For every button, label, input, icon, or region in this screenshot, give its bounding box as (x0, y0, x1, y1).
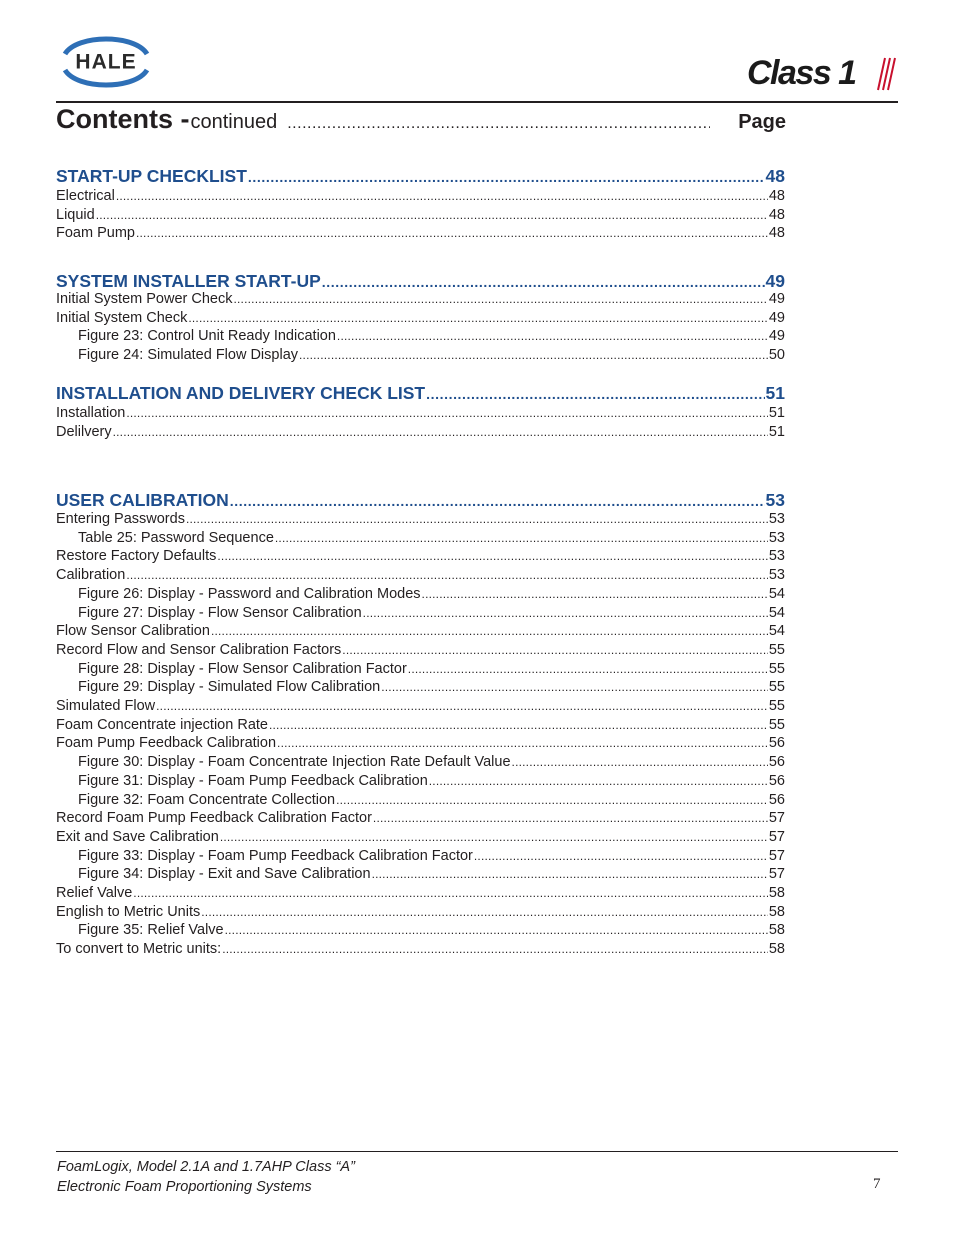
entry-page-number: 53 (768, 529, 785, 546)
leader-dots (512, 753, 768, 771)
entry-page-number: 58 (768, 941, 785, 958)
toc-subentry[interactable] (78, 585, 785, 603)
entry-label: Record Flow and Sensor Calibration Factors (56, 641, 342, 658)
entry-page-number: 54 (768, 604, 785, 621)
leader-dots (136, 224, 768, 242)
entry-label: Figure 27: Display - Flow Sensor Calibration (78, 604, 362, 621)
hale-logo-text: HALE (75, 50, 137, 74)
entry-label: Figure 33: Display - Foam Pump Feedback Calibration Factor (78, 847, 473, 864)
entry-label: Figure 23: Control Unit Ready Indication (78, 328, 336, 345)
entry-label: Simulated Flow (56, 698, 156, 714)
leader-dots (474, 847, 768, 865)
toc-section-heading[interactable] (56, 489, 785, 511)
leader-dots (211, 622, 768, 640)
toc-entry[interactable] (56, 940, 785, 958)
toc-section-heading[interactable] (56, 165, 785, 187)
leader-dots (233, 290, 767, 308)
entry-label: Figure 29: Display - Simulated Flow Calibration (78, 679, 381, 696)
section-title: START-UP CHECKLIST (56, 166, 247, 186)
entry-page-number: 49 (768, 328, 785, 345)
entry-page-number: 50 (768, 347, 785, 364)
entry-page-number: 57 (768, 866, 785, 883)
toc-entry[interactable] (56, 734, 785, 752)
toc-entry[interactable] (56, 809, 785, 827)
leader-dots (96, 206, 768, 224)
entry-page-number: 54 (768, 585, 785, 602)
toc-entry[interactable] (56, 547, 785, 565)
leader-dots (126, 566, 768, 584)
toc-section-heading[interactable] (56, 382, 785, 404)
entry-label: Electrical (56, 188, 115, 204)
leader-dots (422, 585, 768, 603)
toc-entry[interactable] (56, 423, 785, 441)
section-title: USER CALIBRATION (56, 490, 229, 510)
leader-dots (222, 940, 768, 958)
leader-dots (230, 490, 765, 512)
toc-subentry[interactable] (78, 604, 785, 622)
section-page-number: 48 (765, 166, 785, 186)
section-page-number: 49 (765, 271, 785, 291)
entry-label: Exit and Save Calibration (56, 828, 219, 845)
entry-label: Figure 28: Display - Flow Sensor Calibration Factor (78, 660, 407, 677)
entry-page-number: 49 (768, 309, 785, 326)
contents-subheading: continued (190, 111, 278, 133)
footer-rule (56, 1151, 898, 1152)
leader-dots (426, 383, 764, 405)
leader-dots (186, 510, 768, 528)
entry-page-number: 56 (768, 735, 785, 752)
entry-page-number: 49 (768, 291, 785, 307)
entry-label: Table 25: Password Sequence (78, 529, 274, 546)
entry-label: Initial System Power Check (56, 291, 233, 307)
section-title: INSTALLATION AND DELIVERY CHECK LIST (56, 383, 426, 403)
leader-dots (299, 346, 768, 364)
entry-page-number: 51 (768, 423, 785, 440)
entry-label: Relief Valve (56, 885, 133, 901)
leader-dots (217, 547, 767, 565)
entry-page-number: 58 (768, 885, 785, 901)
entry-page-number: 56 (768, 754, 785, 771)
contents-heading: Contents - (56, 104, 190, 134)
entry-page-number: 55 (768, 660, 785, 677)
entry-label: Calibration (56, 567, 126, 584)
toc-entry[interactable] (56, 290, 785, 308)
toc-entry[interactable] (56, 510, 785, 528)
entry-page-number: 55 (768, 716, 785, 733)
toc-entry[interactable] (56, 641, 785, 659)
toc-entry[interactable] (56, 622, 785, 640)
toc-subentry[interactable] (78, 921, 785, 939)
entry-label: Initial System Check (56, 309, 188, 326)
entry-label: Entering Passwords (56, 511, 185, 527)
toc-subentry[interactable] (78, 678, 785, 696)
entry-label: Restore Factory Defaults (56, 548, 217, 565)
entry-page-number: 57 (768, 828, 785, 845)
leader-dots (113, 423, 768, 441)
entry-page-number: 55 (768, 679, 785, 696)
leader-dots (408, 660, 768, 678)
page-number: 7 (873, 1176, 881, 1192)
leader-dots (277, 734, 768, 752)
toc-entry[interactable] (56, 697, 785, 715)
entry-page-number: 53 (768, 548, 785, 565)
toc-entry[interactable] (56, 903, 785, 921)
entry-page-number: 55 (768, 641, 785, 658)
toc-entry[interactable] (56, 224, 785, 242)
leader-dots (126, 404, 768, 422)
leader-dots (133, 884, 768, 902)
entry-label: Figure 35: Relief Valve (78, 922, 224, 939)
entry-page-number: 48 (768, 206, 785, 223)
leader-dots (337, 327, 768, 345)
entry-page-number: 53 (768, 511, 785, 527)
entry-label: To convert to Metric units: (56, 941, 222, 958)
toc-subentry[interactable] (78, 753, 785, 771)
toc-entry[interactable] (56, 828, 785, 846)
leader-dots (116, 187, 768, 205)
toc-subentry[interactable] (78, 865, 785, 883)
toc-subentry[interactable] (78, 660, 785, 678)
entry-label: Record Foam Pump Feedback Calibration Factor (56, 810, 372, 827)
entry-label: Figure 30: Display - Foam Concentrate Injection Rate Default Value (78, 754, 511, 771)
entry-page-number: 56 (768, 791, 785, 808)
entry-page-number: 58 (768, 922, 785, 939)
leader-dots (248, 166, 765, 188)
entry-label: Foam Pump Feedback Calibration (56, 735, 277, 752)
entry-page-number: 51 (768, 405, 785, 421)
entry-label: English to Metric Units (56, 903, 201, 920)
toc-subentry[interactable] (78, 847, 785, 865)
leader-dots (336, 791, 768, 809)
toc-entry[interactable] (56, 187, 785, 205)
entry-page-number: 57 (768, 847, 785, 864)
leader-dots (156, 697, 768, 715)
entry-page-number: 58 (768, 903, 785, 920)
entry-page-number: 53 (768, 567, 785, 584)
entry-label: Installation (56, 405, 126, 421)
entry-label: Foam Concentrate injection Rate (56, 716, 268, 733)
leader-dots (372, 865, 768, 883)
entry-page-number: 56 (768, 772, 785, 789)
leader-dots (275, 529, 768, 547)
leader-dots (220, 828, 768, 846)
footer-line-2: Electronic Foam Proportioning Systems (57, 1178, 312, 1195)
entry-label: Figure 32: Foam Concentrate Collection (78, 791, 336, 808)
class1-logo (745, 52, 900, 92)
toc-subentry[interactable] (78, 346, 785, 364)
toc-subentry[interactable] (78, 529, 785, 547)
entry-page-number: 48 (768, 188, 785, 204)
contents-title (56, 104, 786, 140)
class1-logo-text: Class 1 (747, 54, 856, 92)
toc-subentry[interactable] (78, 327, 785, 345)
entry-label: Figure 24: Simulated Flow Display (78, 347, 299, 364)
toc-section-heading[interactable] (56, 270, 785, 292)
leader-dots (381, 678, 768, 696)
leader-dots (363, 604, 768, 622)
toc-entry[interactable] (56, 884, 785, 902)
footer-text (57, 1158, 355, 1197)
page-column-label: Page (738, 111, 786, 133)
leader-dots (287, 115, 710, 133)
entry-label: Liquid (56, 206, 95, 223)
section-title: SYSTEM INSTALLER START-UP (56, 271, 321, 291)
toc-entry[interactable] (56, 206, 785, 224)
leader-dots (373, 809, 768, 827)
toc-entry[interactable] (56, 566, 785, 584)
entry-page-number: 55 (768, 698, 785, 714)
leader-dots (429, 772, 768, 790)
leader-dots (201, 903, 768, 921)
leader-dots (342, 641, 768, 659)
entry-label: Flow Sensor Calibration (56, 623, 210, 640)
toc-subentry[interactable] (78, 791, 785, 809)
entry-label: Foam Pump (56, 225, 135, 242)
entry-label: Figure 31: Display - Foam Pump Feedback Calibration (78, 772, 428, 789)
leader-dots (269, 716, 768, 734)
toc-subentry[interactable] (78, 772, 785, 790)
hale-logo (57, 30, 155, 94)
footer-line-1: FoamLogix, Model 2.1A and 1.7AHP Class “A” (57, 1159, 355, 1175)
toc-entry[interactable] (56, 716, 785, 734)
leader-dots (188, 309, 768, 327)
header-rule (56, 101, 898, 103)
entry-label: Figure 26: Display - Password and Calibration Modes (78, 585, 421, 602)
entry-label: Figure 34: Display - Exit and Save Calibration (78, 866, 371, 883)
entry-label: Delilvery (56, 423, 112, 440)
toc-entry[interactable] (56, 309, 785, 327)
leader-dots (225, 921, 768, 939)
section-page-number: 51 (765, 383, 785, 403)
entry-page-number: 57 (768, 810, 785, 827)
section-page-number: 53 (765, 490, 785, 510)
entry-page-number: 48 (768, 225, 785, 242)
entry-page-number: 54 (768, 623, 785, 640)
toc-entry[interactable] (56, 404, 785, 422)
